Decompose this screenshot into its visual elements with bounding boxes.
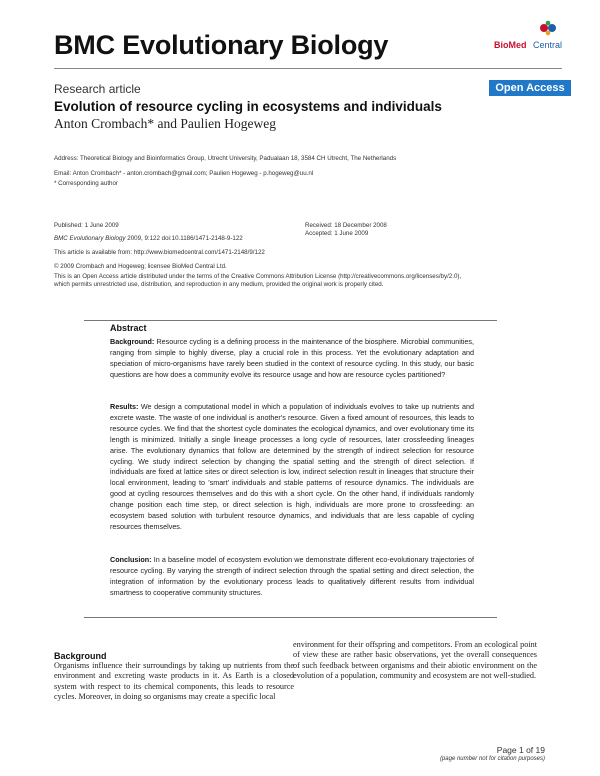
- accepted-date: Accepted: 1 June 2009: [305, 230, 369, 237]
- author-email: Email: Anton Crombach* - anton.crombach@gmail.com; Paulien Hogeweg - p.hogeweg@uu.nl: [54, 170, 314, 177]
- body-column-right: environment for their offspring and competitors. From an ecological point of view these are rather basic observations, yet the overall consequences of such feedback between organisms and their abiotic environment on the evolution of a population, community and ecosystem are not well-studied.: [293, 640, 537, 680]
- background-label: Background:: [110, 337, 155, 346]
- published-date: Published: 1 June 2009: [54, 222, 119, 229]
- citation-details: 2009, 9:122 doi:10.1186/1471-2148-9-122: [125, 235, 243, 242]
- abstract-background: [110, 337, 474, 381]
- header-divider: [54, 68, 562, 69]
- citation: [54, 235, 243, 243]
- abstract-heading: Abstract: [110, 323, 147, 333]
- page-number-note: (page number not for citation purposes): [439, 756, 545, 762]
- article-authors: Anton Crombach* and Paulien Hogeweg: [54, 116, 276, 131]
- conclusion-label: Conclusion:: [110, 555, 152, 564]
- license-line-1: This is an Open Access article distributed under the terms of the Creative Commons Attribution License (http://creativecommons.org/licenses/by/2.0),: [54, 273, 462, 280]
- logo-text-biomed: BioMed: [494, 40, 527, 50]
- citation-journal: BMC Evolutionary Biology: [54, 235, 126, 242]
- article-title: Evolution of resource cycling in ecosystems and individuals: [54, 99, 442, 114]
- author-address: Address: Theoretical Biology and Bioinformatics Group, Utrecht University, Padualaan 18, 3584 CH Utrecht, The Netherlands: [54, 155, 397, 162]
- biomed-logo-icon: [494, 20, 564, 54]
- abstract-conclusion: [110, 555, 474, 599]
- biomed-central-logo: [494, 20, 564, 54]
- abstract-results: [110, 402, 474, 533]
- article-type: Research article: [54, 82, 141, 96]
- license-line-2: which permits unrestricted use, distribution, and reproduction in any medium, provided the original work is properly cited.: [54, 281, 384, 288]
- background-text: Resource cycling is a defining process in the maintenance of the biosphere. Microbial communities, ranging from simple to highly diverse, play a crucial role in this process. Yet the evolutionary adaptation and speciation of micro-organisms have rarely been studied in the context of resource cycling. In this study, our basic questions are how does a community evolve its resource usage and how are resource cycles partitioned?: [110, 337, 474, 379]
- corresponding-note: * Corresponding author: [54, 180, 118, 187]
- logo-text-central: Central: [533, 40, 563, 50]
- results-text: We design a computational model in which a population of individuals evolves to take up nutrients and excrete waste. The waste of one individual is another's resource. Given a fixed amount of resources, this leads to resource cycles. We find that the shortest cycle dominates the ecological dynamics, and over evolutionary time its length is minimized. Initially a single lineage processes a long cycle of resources, later crossfeeding lineages arise. The evolutionary dynamics that follow are determined by the strength of indirect selection for resource cycling. We study indirect selection by changing the spatial setting and the strength of direct selection. If individuals are fixed at lattice sites or direct selection is low, indirect selection result in lineages that structure their local environment, leading to 'smart' individuals and stable patterns of resource dynamics. The individuals are good at cycling resources themselves and do this with a short cycle. On the other hand, if individuals randomly change position each time step, or direct selection is high, individuals are more prone to crossfeeding: an ecosystem based solution with turbulent resource dynamics, and individuals that are less capable of cycling resources themselves.: [110, 402, 474, 531]
- body-column-left: Organisms influence their surroundings by taking up nutrients from the environment and excreting waste products in it. As Earth is a closed system with respect to its chemical components, this leads to resource cycles. Moreover, in doing so organisms may create a specific local: [54, 661, 294, 701]
- open-access-badge: Open Access: [489, 80, 571, 96]
- received-date: Received: 18 December 2008: [305, 222, 387, 229]
- copyright: © 2009 Crombach and Hogeweg; licensee BioMed Central Ltd.: [54, 263, 227, 270]
- section-heading-background: Background: [54, 651, 107, 661]
- journal-title: BMC Evolutionary Biology: [54, 30, 389, 60]
- conclusion-text: In a baseline model of ecosystem evolution we demonstrate different eco-evolutionary trajectories of resource cycling. By varying the strength of indirect selection through the spatial setting and direct selection, the integration of information by the evolutionary process leads to qualitatively different results from individual smartness to cooperative community structures.: [110, 555, 474, 597]
- results-label: Results:: [110, 402, 139, 411]
- page-number: Page 1 of 19: [496, 745, 545, 755]
- article-url[interactable]: This article is available from: http://www.biomedcentral.com/1471-2148/9/122: [54, 249, 265, 256]
